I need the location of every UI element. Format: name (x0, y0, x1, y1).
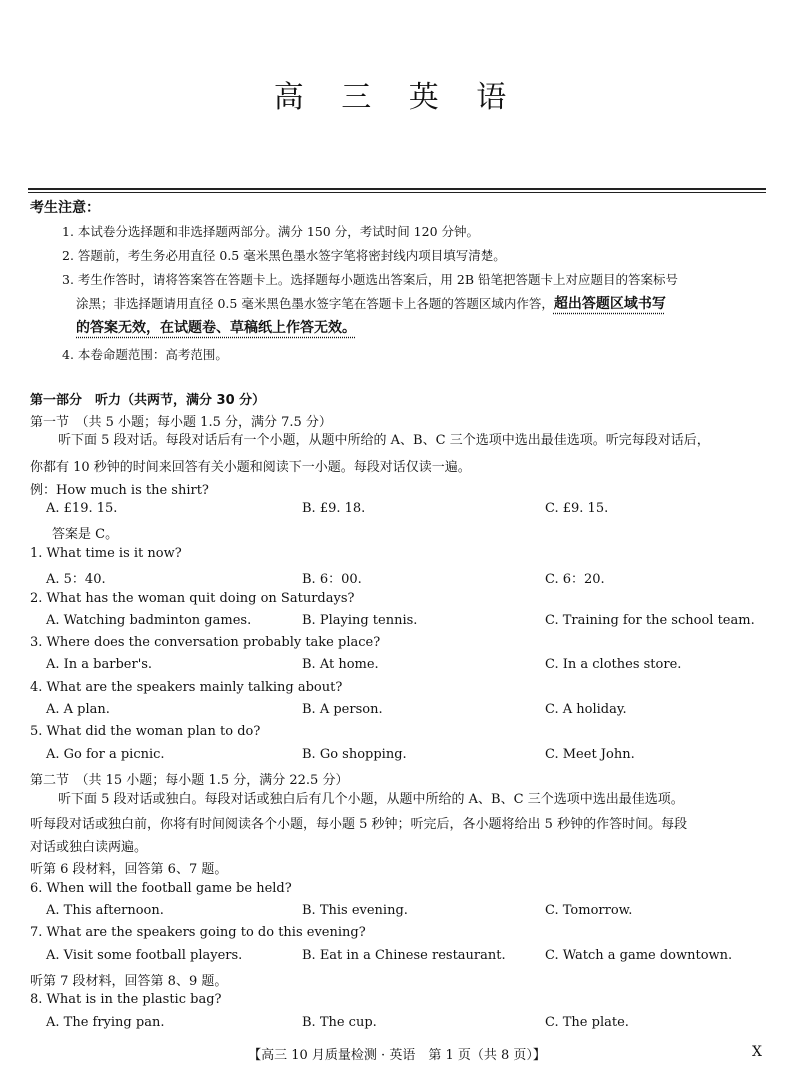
question-3: 3. Where does the conversation probably take place? (30, 635, 381, 650)
q1-option-b: B. 6：00. (302, 572, 362, 587)
section2-directions-line3: 对话或独白读两遍。 (30, 840, 148, 855)
q3-option-b: B. At home. (302, 657, 379, 672)
q3-option-a: A. In a barber's. (46, 657, 153, 672)
q5-option-b: B. Go shopping. (302, 747, 407, 762)
example-question: 例：How much is the shirt? (30, 483, 209, 498)
section1-heading: 第一节 （共 5 小题；每小题 1.5 分，满分 7.5 分） (30, 415, 332, 430)
part1-heading: 第一部分 听力（共两节，满分 30 分） (30, 393, 266, 408)
exam-title: 高 三 英 语 (273, 80, 521, 115)
section1-directions-line2: 你都有 10 秒钟的时间来回答有关小题和阅读下一小题。每段对话仅读一遍。 (30, 460, 471, 475)
q1-option-a: A. 5：40. (46, 572, 106, 587)
notice-emphasis-1: 超出答题区域书写 (553, 296, 666, 312)
group-6-label: 听第 6 段材料，回答第 6、7 题。 (30, 862, 228, 877)
q2-option-a: A. Watching badminton games. (46, 613, 252, 628)
question-8: 8. What is in the plastic bag? (30, 992, 222, 1007)
q6-option-a: A. This afternoon. (46, 903, 164, 918)
question-2: 2. What has the woman quit doing on Saturdays? (30, 591, 355, 606)
question-7: 7. What are the speakers going to do this evening? (30, 925, 366, 940)
q4-option-a: A. A plan. (46, 702, 110, 717)
q6-option-c: C. Tomorrow. (545, 903, 633, 918)
section2-directions-line2: 听每段对话或独白前，你将有时间阅读各个小题，每小题 5 秒钟；听完后，各小题将给出 5 秒钟的作答时间。每段 (30, 817, 688, 832)
q6-option-b: B. This evening. (302, 903, 408, 918)
q7-option-c: C. Watch a game downtown. (545, 948, 733, 963)
example-option-c: C. £9. 15. (545, 501, 609, 516)
q8-option-a: A. The frying pan. (46, 1015, 165, 1030)
header-rule (28, 188, 766, 190)
q8-option-b: B. The cup. (302, 1015, 377, 1030)
q4-option-c: C. A holiday. (545, 702, 627, 717)
notice-item-3-text: 涂黑；非选择题请用直径 0.5 毫米黑色墨水签字笔在答题卡上各题的答题区域内作答， (76, 296, 554, 311)
example-option-b: B. £9. 18. (302, 501, 366, 516)
question-6: 6. When will the football game be held? (30, 881, 292, 896)
q4-option-b: B. A person. (302, 702, 383, 717)
question-5: 5. What did the woman plan to do? (30, 724, 261, 739)
notice-item-4: 4. 本卷命题范围：高考范围。 (62, 347, 228, 362)
notice-heading: 考生注意： (30, 200, 100, 216)
q2-option-c: C. Training for the school team. (545, 613, 755, 628)
header-rule-thin (28, 192, 766, 193)
footer-mark: X (752, 1044, 762, 1060)
question-4: 4. What are the speakers mainly talking about? (30, 680, 343, 695)
q1-option-c: C. 6：20. (545, 572, 605, 587)
q5-option-c: C. Meet John. (545, 747, 635, 762)
example-option-a: A. £19. 15. (46, 501, 118, 516)
notice-emphasis-2: 的答案无效，在试题卷、草稿纸上作答无效。 (76, 320, 356, 336)
question-1: 1. What time is it now? (30, 546, 182, 561)
q3-option-c: C. In a clothes store. (545, 657, 682, 672)
section1-directions-line1: 听下面 5 段对话。每段对话后有一个小题，从题中所给的 A、B、C 三个选项中选出最佳选项。听完每段对话后， (58, 433, 710, 448)
q5-option-a: A. Go for a picnic. (46, 747, 165, 762)
page-footer: 【高三 10 月质量检测 · 英语 第 1 页（共 8 页）】 (248, 1048, 546, 1063)
q2-option-b: B. Playing tennis. (302, 613, 418, 628)
notice-item-3: 3. 考生作答时，请将答案答在答题卡上。选择题每小题选出答案后，用 2B 铅笔把答题卡上对应题目的答案标号 (62, 272, 678, 287)
q7-option-a: A. Visit some football players. (46, 948, 243, 963)
notice-item-3-cont (76, 293, 786, 313)
section2-directions-line1: 听下面 5 段对话或独白。每段对话或独白后有几个小题，从题中所给的 A、B、C 三个选项中选出最佳选项。 (58, 792, 684, 807)
example-answer: 答案是 C。 (52, 527, 119, 542)
q7-option-b: B. Eat in a Chinese restaurant. (302, 948, 506, 963)
notice-item-2: 2. 答题前，考生务必用直径 0.5 毫米黑色墨水签字笔将密封线内项目填写清楚。 (62, 248, 506, 263)
q8-option-c: C. The plate. (545, 1015, 629, 1030)
section1-directions (30, 430, 775, 452)
section2-heading: 第二节 （共 15 小题；每小题 1.5 分，满分 22.5 分） (30, 773, 349, 788)
group-7-label: 听第 7 段材料，回答第 8、9 题。 (30, 974, 228, 989)
notice-item-1: 1. 本试卷分选择题和非选择题两部分。满分 150 分，考试时间 120 分钟。 (62, 224, 480, 239)
